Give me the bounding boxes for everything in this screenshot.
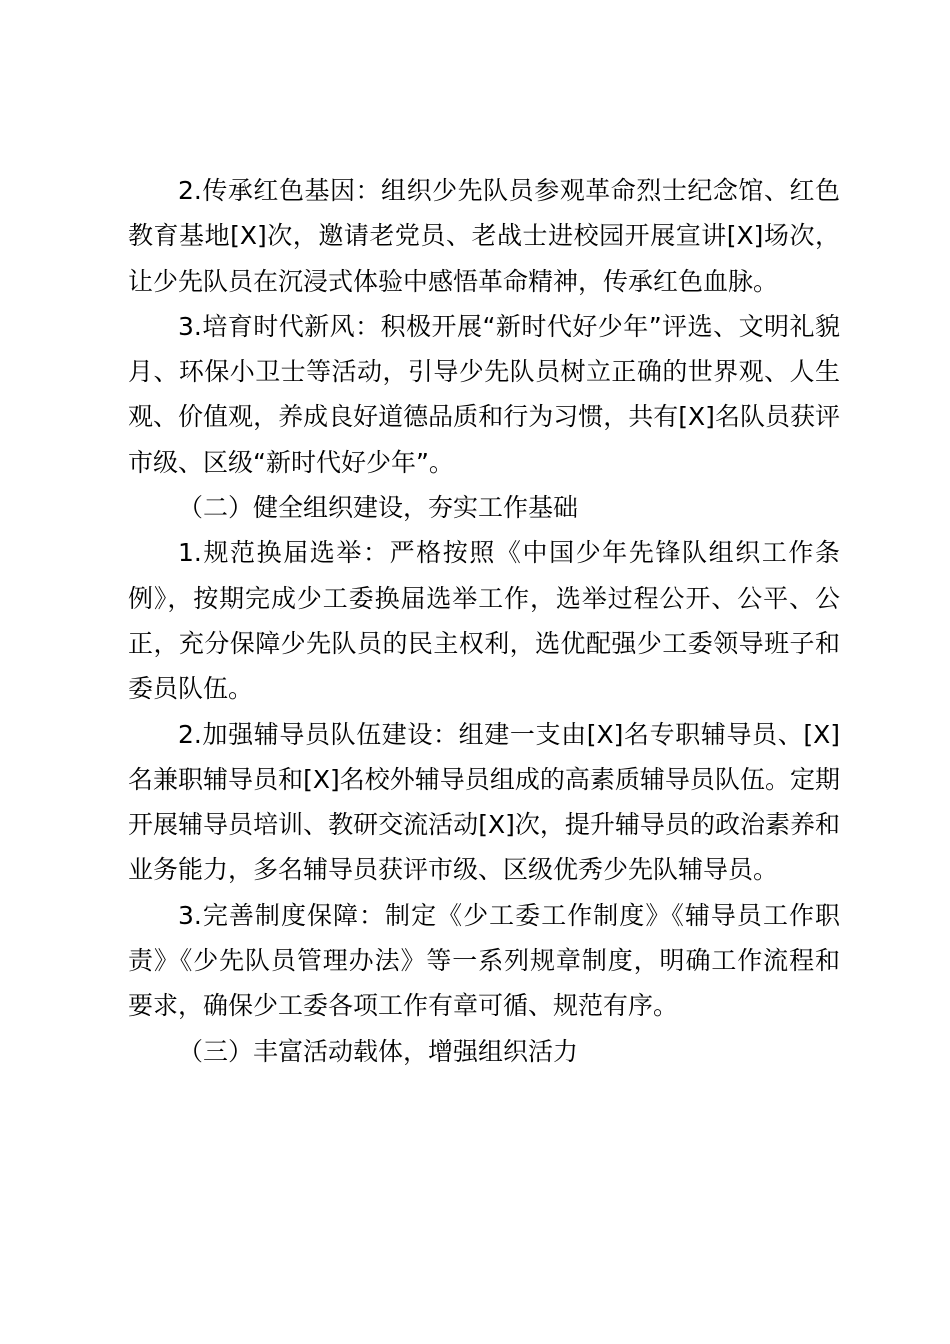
paragraph-election: 1.规范换届选举：严格按照《中国少年先锋队组织工作条例》，按期完成少工委换届选举工作，选举过程公开、公平、公正，充分保障少先队员的民主权利，选优配强少工委领导班子和委员队伍。 — [128, 538, 840, 704]
paragraph-counselor-team: 2.加强辅导员队伍建设：组建一支由[X]名专职辅导员、[X]名兼职辅导员和[X]名校外辅导员组成的高素质辅导员队伍。定期开展辅导员培训、教研交流活动[X]次，提升辅导员的政治素养和业务能力，多名辅导员获评市级、区级优秀少先队辅导员。 — [128, 719, 840, 885]
paragraph-cultivate-new-trends: 3.培育时代新风：积极开展“新时代好少年”评选、文明礼貌月、环保小卫士等活动，引导少先队员树立正确的世界观、人生观、价值观，养成良好道德品质和行为习惯，共有[X]名队员获评市级、区级“新时代好少年”。 — [128, 311, 840, 477]
section-heading-organization: （二）健全组织建设，夯实工作基础 — [178, 493, 579, 523]
section-heading-activities: （三）丰富活动载体，增强组织活力 — [178, 1036, 579, 1066]
document-page — [128, 168, 840, 1074]
paragraph-inherit-red-gene: 2.传承红色基因：组织少先队员参观革命烈士纪念馆、红色教育基地[X]次，邀请老党员、老战士进校园开展宣讲[X]场次，让少先队员在沉浸式体验中感悟革命精神，传承红色血脉。 — [128, 176, 840, 296]
paragraph-system-guarantee: 3.完善制度保障：制定《少工委工作制度》《辅导员工作职责》《少先队员管理办法》等一系列规章制度，明确工作流程和要求，确保少工委各项工作有章可循、规范有序。 — [128, 900, 840, 1021]
